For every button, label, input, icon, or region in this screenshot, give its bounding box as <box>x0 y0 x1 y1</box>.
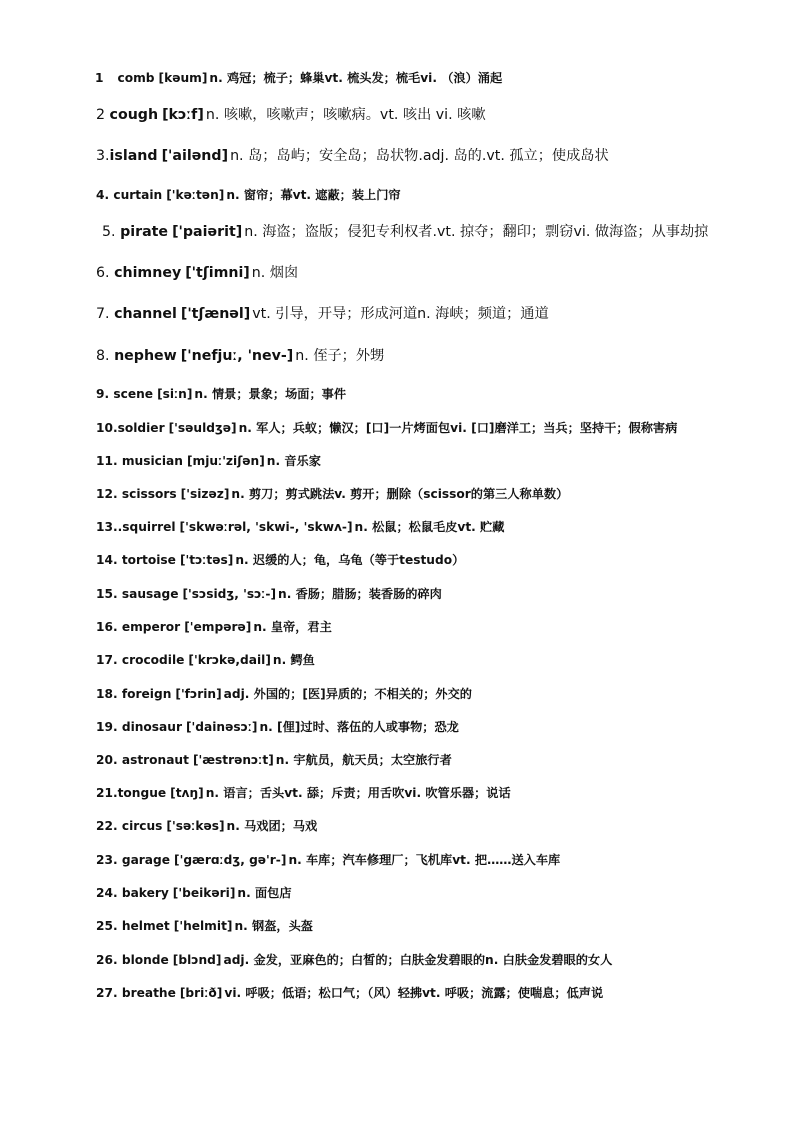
entry-phonetic: ['səːkəs] <box>166 819 225 833</box>
entry-word: chimney <box>114 265 182 281</box>
entry-definition: n. 军人；兵蚁；懒汉；[口]一片烤面包vi. [口]磨洋工；当兵；坚持干；假称害病 <box>238 421 678 435</box>
entry-number: 16. <box>96 620 118 634</box>
entry-phonetic: ['paiərit] <box>172 224 243 240</box>
list-item <box>95 71 502 86</box>
list-item <box>96 819 317 834</box>
entry-definition: n. [俚]过时、落伍的人或事物；恐龙 <box>259 720 459 734</box>
entry-number: 6. <box>96 265 110 281</box>
entry-word: scene <box>113 387 154 401</box>
entry-phonetic: ['fɔrin] <box>175 687 222 701</box>
entry-number: 22. <box>96 819 118 833</box>
entry-word: astronaut <box>121 753 189 767</box>
entry-word: foreign <box>121 687 172 701</box>
entry-phonetic: [mjuː'ziʃən] <box>186 454 265 468</box>
entry-definition: n. 海盗；盗版；侵犯专利权者.vt. 掠夺；翻印；剽窃vi. 做海盗；从事劫掠 <box>244 224 709 240</box>
entry-number: 25. <box>96 919 118 933</box>
entry-definition: n. 车库；汽车修理厂；飞机库vt. 把……送入车库 <box>288 853 561 867</box>
list-item <box>96 986 603 1001</box>
entry-phonetic: ['helmit] <box>173 919 233 933</box>
entry-definition: n. 松鼠；松鼠毛皮vt. 贮藏 <box>354 520 505 534</box>
list-item <box>96 653 315 668</box>
entry-word: cough <box>109 107 159 123</box>
entry-phonetic: ['tʃimni] <box>185 265 250 281</box>
list-item <box>96 919 313 934</box>
list-item <box>96 720 459 735</box>
list-item <box>96 148 609 165</box>
entry-number: 21. <box>96 786 118 800</box>
entry-number: 26. <box>96 953 118 967</box>
entry-word: dinosaur <box>121 720 182 734</box>
list-item <box>96 265 298 282</box>
entry-word: soldier <box>117 421 165 435</box>
entry-definition: n. 剪刀；剪式跳法v. 剪开；删除（scissor的第三人称单数） <box>231 487 569 501</box>
list-item <box>96 188 401 203</box>
entry-phonetic: ['kəːtən] <box>166 188 225 202</box>
entry-phonetic: [kɔːf] <box>162 107 204 123</box>
entry-number: 7. <box>96 306 110 322</box>
list-item <box>96 454 321 469</box>
entry-phonetic: ['krɔkə,dail] <box>188 653 271 667</box>
entry-number: 17. <box>96 653 118 667</box>
list-item <box>96 753 452 768</box>
entry-phonetic: ['nefjuː, 'nev-] <box>180 348 294 364</box>
entry-word: sausage <box>121 587 179 601</box>
entry-number: 8. <box>96 348 110 364</box>
entry-number: 13.. <box>96 520 123 534</box>
entry-number: 5. <box>102 224 116 240</box>
entry-phonetic: ['gærɑːdʒ, gə'r-] <box>174 853 287 867</box>
entry-number: 24. <box>96 886 118 900</box>
entry-number: 9. <box>96 387 110 401</box>
entry-number: 23. <box>96 853 118 867</box>
entry-word: pirate <box>120 224 169 240</box>
entry-number: 19. <box>96 720 118 734</box>
entry-word: bakery <box>121 886 169 900</box>
entry-phonetic: ['empərə] <box>184 620 252 634</box>
list-item <box>96 107 486 124</box>
entry-definition: n. 香肠；腊肠；装香肠的碎肉 <box>278 587 442 601</box>
entry-phonetic: [kəum] <box>158 71 208 85</box>
entry-definition: n. 侄子；外甥 <box>295 348 385 364</box>
entry-word: squirrel <box>122 520 176 534</box>
entry-definition: n. 烟囱 <box>251 265 299 281</box>
list-item <box>102 224 708 241</box>
entry-definition: n. 面包店 <box>237 886 292 900</box>
entry-number: 27. <box>96 986 118 1000</box>
entry-definition: n. 咳嗽，咳嗽声；咳嗽病。vt. 咳出 vi. 咳嗽 <box>205 107 486 123</box>
entry-definition: n. 窗帘；幕vt. 遮蔽；装上门帘 <box>226 188 401 202</box>
entry-phonetic: ['dainəsɔː] <box>185 720 258 734</box>
entry-phonetic: ['səuldʒə] <box>168 421 237 435</box>
list-item <box>96 387 346 402</box>
entry-phonetic: ['tɔːtəs] <box>179 553 234 567</box>
entry-phonetic: ['sizəz] <box>180 487 230 501</box>
entry-word: breathe <box>121 986 176 1000</box>
list-item <box>96 520 504 535</box>
entry-definition: adj. 外国的；[医]异质的；不相关的；外交的 <box>223 687 472 701</box>
entry-definition: n. 宇航员，航天员；太空旅行者 <box>275 753 452 767</box>
entry-definition: n. 音乐家 <box>266 454 321 468</box>
entry-phonetic: [siːn] <box>157 387 193 401</box>
entry-definition: n. 钢盔，头盔 <box>234 919 313 933</box>
entry-phonetic: ['tʃænəl] <box>180 306 251 322</box>
entry-word: scissors <box>121 487 177 501</box>
entry-definition: n. 鳄鱼 <box>272 653 315 667</box>
list-item <box>96 306 549 323</box>
entry-number: 14. <box>96 553 118 567</box>
list-item <box>96 421 677 436</box>
list-item <box>96 553 464 568</box>
list-item <box>96 587 442 602</box>
entry-word: musician <box>121 454 183 468</box>
entry-number: 4. <box>96 188 110 202</box>
entry-number: 2 <box>96 107 106 123</box>
entry-phonetic: ['skwəːrəl, 'skwi-, 'skwʌ-] <box>179 520 353 534</box>
entry-definition: n. 鸡冠；梳子；蜂巢vt. 梳头发；梳毛vi. （浪）涌起 <box>209 71 503 85</box>
entry-number: 10. <box>96 421 118 435</box>
entry-definition: vi. 呼吸；低语；松口气；（风）轻拂vt. 呼吸；流露；使喘息；低声说 <box>224 986 604 1000</box>
entry-definition: n. 语言；舌头vt. 舔；斥责；用舌吹vi. 吹管乐器；说话 <box>205 786 511 800</box>
entry-number: 15. <box>96 587 118 601</box>
entry-number: 3. <box>96 148 110 164</box>
entry-definition: vt. 引导，开导；形成河道n. 海峡；频道；通道 <box>252 306 549 322</box>
entry-definition: n. 皇帝，君主 <box>253 620 332 634</box>
list-item <box>96 620 332 635</box>
entry-word: island <box>109 148 158 164</box>
entry-word: curtain <box>113 188 163 202</box>
list-item <box>96 487 568 502</box>
entry-definition: n. 岛；岛屿；安全岛；岛状物.adj. 岛的.vt. 孤立；使成岛状 <box>230 148 609 164</box>
entry-phonetic: ['æstrənɔːt] <box>192 753 274 767</box>
entry-number: 18. <box>96 687 118 701</box>
entry-number: 11. <box>96 454 118 468</box>
entry-word: blonde <box>121 953 169 967</box>
entry-word: tortoise <box>121 553 176 567</box>
entry-phonetic: ['sɔsidʒ, 'sɔː-] <box>182 587 277 601</box>
entry-word: tongue <box>117 786 167 800</box>
entry-phonetic: ['beikəri] <box>172 886 236 900</box>
list-item <box>96 348 384 365</box>
entry-number: 1 <box>95 71 104 85</box>
list-item <box>96 953 612 968</box>
entry-phonetic: [tʌŋ] <box>170 786 204 800</box>
entry-phonetic: ['ailənd] <box>161 148 229 164</box>
list-item <box>96 853 560 868</box>
entry-definition: n. 马戏团；马戏 <box>226 819 318 833</box>
entry-phonetic: [blɔnd] <box>172 953 222 967</box>
list-item <box>96 886 292 901</box>
entry-word: crocodile <box>121 653 185 667</box>
entry-definition: adj. 金发，亚麻色的；白皙的；白肤金发碧眼的n. 白肤金发碧眼的女人 <box>223 953 613 967</box>
list-item <box>96 786 511 801</box>
entry-word: garage <box>121 853 171 867</box>
entry-number: 20. <box>96 753 118 767</box>
entry-phonetic: [briːð] <box>179 986 223 1000</box>
entry-word: helmet <box>121 919 170 933</box>
entry-number: 12. <box>96 487 118 501</box>
entry-word: emperor <box>121 620 181 634</box>
entry-word: comb <box>117 71 155 85</box>
entry-word: channel <box>114 306 177 322</box>
entry-definition: n. 迟缓的人；龟，乌龟（等于testudo） <box>235 553 465 567</box>
entry-word: circus <box>121 819 163 833</box>
list-item <box>96 687 472 702</box>
entry-word: nephew <box>114 348 177 364</box>
entry-definition: n. 情景；景象；场面；事件 <box>194 387 347 401</box>
